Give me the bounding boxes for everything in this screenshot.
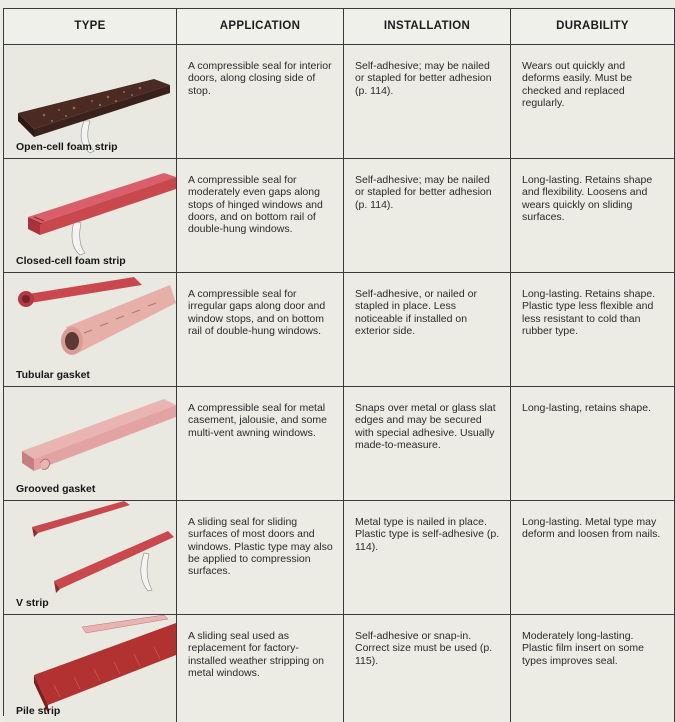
durability-cell: Long-lasting. Retains shape and flexibility. Loosens and wears quickly on sliding surfaces. <box>511 159 675 272</box>
type-cell <box>4 273 177 386</box>
header-application: APPLICATION <box>177 9 344 44</box>
installation-cell: Self-adhesive, or nailed or stapled in place. Less noticeable if installed on exterior side. <box>344 273 511 386</box>
application-cell: A sliding seal for sliding surfaces of most doors and windows. Plastic type may also be applied to compression surfaces. <box>177 501 344 614</box>
installation-cell: Metal type is nailed in place. Plastic type is self-adhesive (p. 114). <box>344 501 511 614</box>
durability-cell: Wears out quickly and deforms easily. Must be checked and replaced regularly. <box>511 45 675 158</box>
weatherstripping-table <box>3 8 675 716</box>
installation-cell: Self-adhesive or snap-in. Correct size must be used (p. 115). <box>344 615 511 722</box>
durability-cell: Long-lasting. Retains shape. Plastic type less flexible and less resistant to cold than rubber type. <box>511 273 675 386</box>
table-row <box>4 45 675 159</box>
header-type: TYPE <box>4 9 177 44</box>
application-cell: A compressible seal for metal casement, jalousie, and some multi-vent awning windows. <box>177 387 344 500</box>
header-installation: INSTALLATION <box>344 9 511 44</box>
application-cell: A compressible seal for interior doors, along closing side of stop. <box>177 45 344 158</box>
installation-cell: Self-adhesive; may be nailed or stapled for better adhesion (p. 114). <box>344 45 511 158</box>
table-row <box>4 273 675 387</box>
application-cell: A compressible seal for moderately even gaps along stops of hinged windows and doors, and on bottom rail of double-hung windows. <box>177 159 344 272</box>
table-row <box>4 615 675 722</box>
type-name: Tubular gasket <box>16 368 90 381</box>
table-row <box>4 387 675 501</box>
type-cell <box>4 159 177 272</box>
header-durability: DURABILITY <box>511 9 675 44</box>
application-cell: A sliding seal used as replacement for factory-installed weather stripping on metal windows. <box>177 615 344 722</box>
type-name: Pile strip <box>16 704 61 717</box>
durability-cell: Long-lasting. Metal type may deform and loosen from nails. <box>511 501 675 614</box>
application-cell: A compressible seal for irregular gaps along door and window stops, and on bottom rail of double-hung windows. <box>177 273 344 386</box>
table-header <box>4 9 675 45</box>
type-name: V strip <box>16 596 49 609</box>
durability-cell: Long-lasting, retains shape. <box>511 387 675 500</box>
table-row <box>4 501 675 615</box>
type-name: Grooved gasket <box>16 482 96 495</box>
table-row <box>4 159 675 273</box>
type-cell <box>4 615 177 722</box>
type-name: Closed-cell foam strip <box>16 254 126 267</box>
type-name: Open-cell foam strip <box>16 140 118 153</box>
type-cell <box>4 45 177 158</box>
type-cell <box>4 387 177 500</box>
durability-cell: Moderately long-lasting. Plastic film insert on some types improves seal. <box>511 615 675 722</box>
type-cell <box>4 501 177 614</box>
installation-cell: Self-adhesive; may be nailed or stapled for better adhesion (p. 114). <box>344 159 511 272</box>
installation-cell: Snaps over metal or glass slat edges and may be secured with special adhesive. Usually made-to-measure. <box>344 387 511 500</box>
